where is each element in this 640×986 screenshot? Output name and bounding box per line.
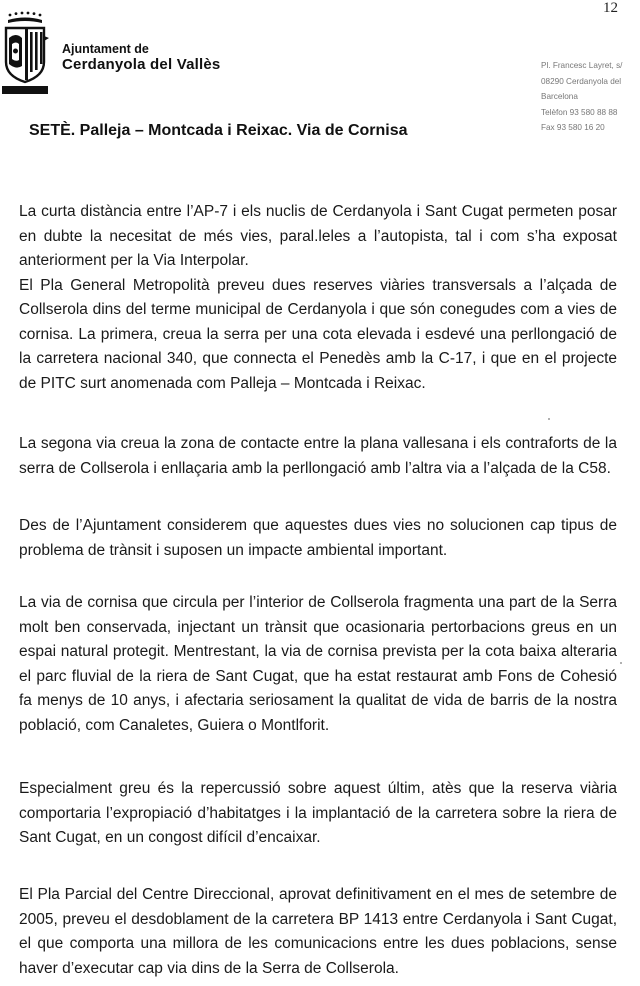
paragraph-group (19, 200, 617, 396)
scan-speck (548, 418, 550, 420)
paragraph: El Pla General Metropolità preveu dues reserves viàries transversals a l’alçada de Collserola dins del terme municipal de Cerdanyola i que són conegudes com a vies de cornisa. La primera, creua la serra per una cota elevada i esdevé una perllongació de la carretera nacional 340, que connecta el Penedès amb la C-17, i que en el projecte de PITC surt anomenada com Palleja – Montcada i Reixac. (19, 276, 617, 392)
paragraph-group (19, 432, 617, 481)
paragraph: La segona via creua la zona de contacte entre la plana vallesana i els contraforts de la serra de Collserola i enllaçaria amb la perllongació amb l’altra via a l’alçada de la C58. (19, 435, 617, 477)
paragraph-group (19, 514, 617, 563)
ajuntament-coat-of-arms-icon (0, 10, 58, 96)
scan-speck (620, 662, 622, 664)
paragraph-group (19, 777, 617, 851)
address-line: Pl. Francesc Layret, s/ (541, 61, 623, 70)
organization-name-line2: Cerdanyola del Vallès (62, 56, 221, 73)
paragraph-group (19, 883, 617, 981)
organization-name (62, 42, 220, 72)
address-line: 08290 Cerdanyola del (541, 76, 622, 86)
address-line: Fax 93 580 16 20 (541, 123, 605, 133)
paragraph: El Pla Parcial del Centre Direccional, aprovat definitivament en el mes de setembre de 2005, preveu el desdoblament de la carretera BP 1413 entre Cerdanyola i Sant Cugat, el que comporta una millora de les comunicacions entre les dues poblacions, sense haver d’executar cap via dins de la Serra de Collserola. (19, 886, 617, 977)
paragraph-group (19, 591, 617, 738)
organization-name-line1: Ajuntament de (62, 42, 149, 56)
address-line: Telèfon 93 580 88 88 (541, 107, 618, 117)
address-block (541, 58, 640, 136)
paragraph: Especialment greu és la repercussió sobre aquest últim, atès que la reserva viària comportaria l’expropiació d’habitatges i la implantació de la carretera sobre la riera de Sant Cugat, en un congost difícil d’encaixar. (19, 780, 617, 846)
section-title: SETÈ. Palleja – Montcada i Reixac. Via de Cornisa (29, 122, 408, 139)
paragraph: La via de cornisa que circula per l’interior de Collserola fragmenta una part de la Serra molt ben conservada, injectant un trànsit que ocasionaria pertorbacions greus en un espai natural protegit. Mentrestant, la via de cornisa prevista per la cota baixa alteraria el parc fluvial de la riera de Sant Cugat, que ha estat restaurat amb Fons de Cohesió fa menys de 10 anys, i afectaria seriosament la qualitat de vida de barris de la nostra població, com Canaletes, Guiera o Montlforit. (19, 594, 617, 734)
paragraph: Des de l’Ajuntament considerem que aquestes dues vies no solucionen cap tipus de problema de trànsit i suposen un impacte ambiental important. (19, 517, 617, 559)
address-line: Barcelona (541, 92, 578, 102)
paragraph: La curta distància entre l’AP-7 i els nuclis de Cerdanyola i Sant Cugat permeten posar en dubte la necesitat de més vies, paral.leles a l’autopista, tal i com s’ha exposat anteriorment per la Via Interpolar. (19, 203, 617, 269)
page-number: 12 (603, 0, 618, 16)
